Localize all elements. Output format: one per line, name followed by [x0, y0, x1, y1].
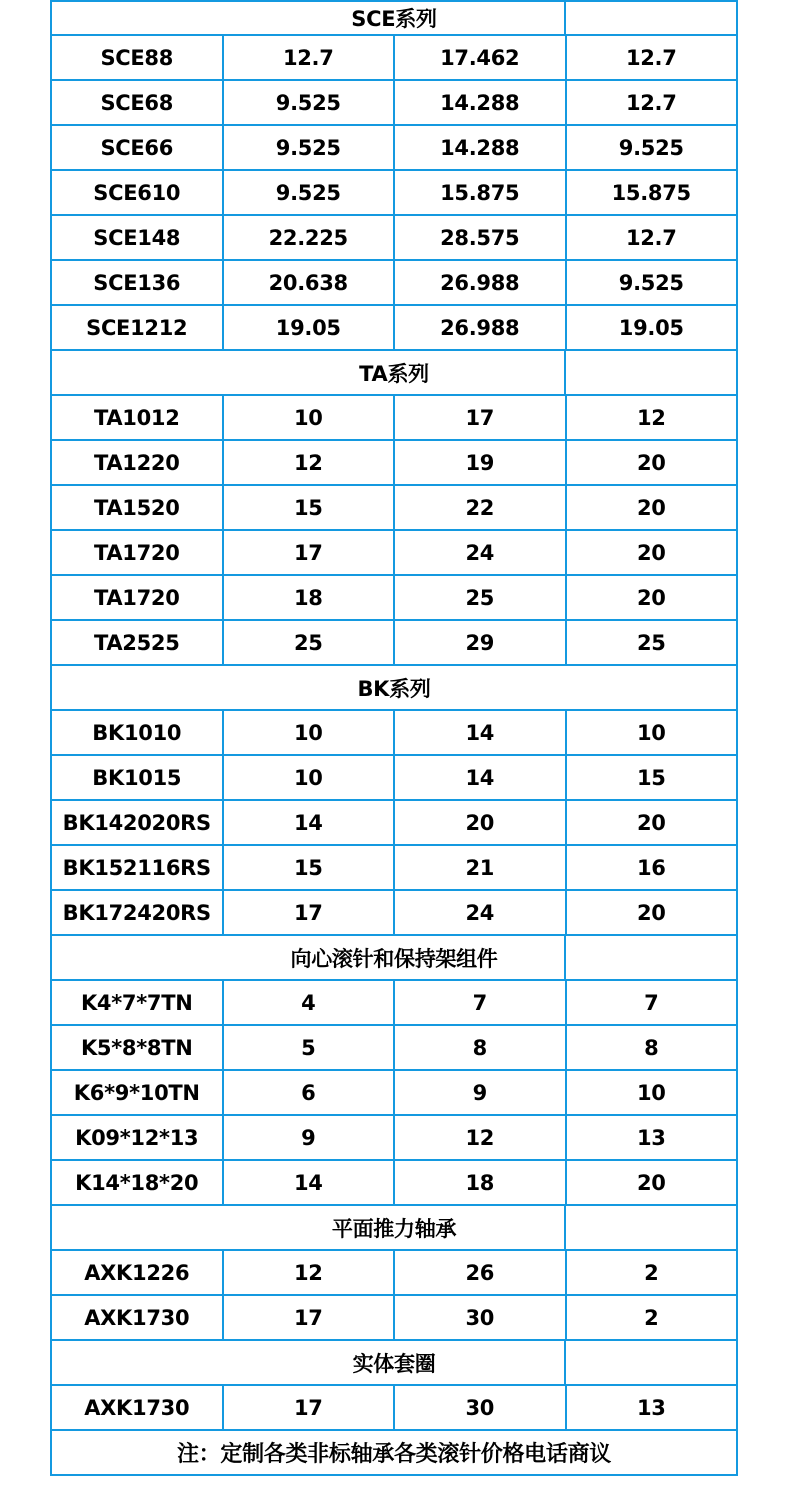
model-cell: SCE610	[51, 170, 223, 215]
value-cell: 10	[566, 1070, 738, 1115]
value-cell: 29	[394, 620, 566, 665]
value-cell: 20.638	[223, 260, 395, 305]
value-cell: 14	[394, 710, 566, 755]
value-cell: 15.875	[394, 170, 566, 215]
value-cell: 15	[566, 755, 738, 800]
value-cell: 8	[394, 1025, 566, 1070]
value-cell: 10	[223, 710, 395, 755]
value-cell: 15	[223, 845, 395, 890]
table-row	[51, 620, 737, 665]
value-cell: 20	[566, 800, 738, 845]
value-cell: 17	[223, 1385, 395, 1430]
table-row	[51, 890, 737, 935]
model-cell: BK152116RS	[51, 845, 223, 890]
section-title-cell	[51, 665, 737, 710]
value-cell: 19.05	[566, 305, 738, 350]
model-cell: K14*18*20	[51, 1160, 223, 1205]
table-row	[51, 710, 737, 755]
value-cell: 24	[394, 890, 566, 935]
value-cell: 10	[223, 755, 395, 800]
section-header-row	[51, 935, 737, 980]
value-cell: 19	[394, 440, 566, 485]
value-cell: 25	[223, 620, 395, 665]
value-cell: 12	[394, 1115, 566, 1160]
table-row	[51, 1070, 737, 1115]
model-cell: AXK1730	[51, 1295, 223, 1340]
value-cell: 5	[223, 1025, 395, 1070]
value-cell: 26.988	[394, 305, 566, 350]
column-divider-line	[564, 1205, 566, 1250]
value-cell: 12	[566, 395, 738, 440]
value-cell: 14.288	[394, 125, 566, 170]
model-cell: TA1520	[51, 485, 223, 530]
model-cell: BK1010	[51, 710, 223, 755]
value-cell: 20	[566, 485, 738, 530]
value-cell: 19.05	[223, 305, 395, 350]
model-cell: SCE68	[51, 80, 223, 125]
model-cell: BK1015	[51, 755, 223, 800]
value-cell: 17.462	[394, 35, 566, 80]
value-cell: 10	[566, 710, 738, 755]
table-row	[51, 1295, 737, 1340]
value-cell: 12.7	[223, 35, 395, 80]
section-title-cell	[51, 935, 737, 980]
model-cell: K4*7*7TN	[51, 980, 223, 1025]
model-cell: AXK1226	[51, 1250, 223, 1295]
value-cell: 20	[566, 440, 738, 485]
value-cell: 12	[223, 1250, 395, 1295]
table-row	[51, 800, 737, 845]
table-row	[51, 170, 737, 215]
table-row	[51, 485, 737, 530]
value-cell: 2	[566, 1250, 738, 1295]
model-cell: SCE88	[51, 35, 223, 80]
table-row	[51, 755, 737, 800]
value-cell: 9.525	[223, 170, 395, 215]
value-cell: 14	[223, 1160, 395, 1205]
section-title: 平面推力轴承	[331, 1216, 457, 1241]
value-cell: 9.525	[223, 125, 395, 170]
column-divider-line	[564, 1, 566, 35]
value-cell: 8	[566, 1025, 738, 1070]
model-cell: K5*8*8TN	[51, 1025, 223, 1070]
value-cell: 17	[223, 890, 395, 935]
section-header-row	[51, 1, 737, 35]
value-cell: 4	[223, 980, 395, 1025]
section-title: TA系列	[359, 361, 429, 386]
table-body	[51, 1, 737, 1475]
value-cell: 17	[394, 395, 566, 440]
table-row	[51, 80, 737, 125]
table-row	[51, 575, 737, 620]
value-cell: 12.7	[566, 215, 738, 260]
table-row	[51, 440, 737, 485]
value-cell: 14.288	[394, 80, 566, 125]
value-cell: 26	[394, 1250, 566, 1295]
table-row	[51, 845, 737, 890]
table-row	[51, 1160, 737, 1205]
value-cell: 18	[223, 575, 395, 620]
value-cell: 30	[394, 1295, 566, 1340]
table-row	[51, 530, 737, 575]
value-cell: 2	[566, 1295, 738, 1340]
value-cell: 7	[566, 980, 738, 1025]
value-cell: 17	[223, 530, 395, 575]
table-row	[51, 1385, 737, 1430]
value-cell: 12.7	[566, 80, 738, 125]
value-cell: 9.525	[566, 260, 738, 305]
section-title: BK系列	[357, 676, 431, 701]
model-cell: SCE148	[51, 215, 223, 260]
model-cell: TA1720	[51, 575, 223, 620]
table-row	[51, 1250, 737, 1295]
column-divider-line	[564, 350, 566, 395]
table-row	[51, 980, 737, 1025]
value-cell: 28.575	[394, 215, 566, 260]
value-cell: 7	[394, 980, 566, 1025]
footer-note-row	[51, 1430, 737, 1475]
table-row	[51, 35, 737, 80]
section-title-cell	[51, 350, 737, 395]
model-cell: SCE136	[51, 260, 223, 305]
bearing-spec-table	[50, 0, 738, 1476]
value-cell: 9.525	[566, 125, 738, 170]
model-cell: K09*12*13	[51, 1115, 223, 1160]
value-cell: 20	[566, 890, 738, 935]
section-title-cell	[51, 1, 737, 35]
value-cell: 20	[566, 575, 738, 620]
value-cell: 13	[566, 1385, 738, 1430]
value-cell: 9.525	[223, 80, 395, 125]
table-row	[51, 260, 737, 305]
value-cell: 22.225	[223, 215, 395, 260]
table-row	[51, 305, 737, 350]
value-cell: 17	[223, 1295, 395, 1340]
model-cell: TA1220	[51, 440, 223, 485]
table-row	[51, 125, 737, 170]
model-cell: TA1012	[51, 395, 223, 440]
value-cell: 18	[394, 1160, 566, 1205]
table-row	[51, 215, 737, 260]
value-cell: 15.875	[566, 170, 738, 215]
value-cell: 20	[394, 800, 566, 845]
model-cell: BK142020RS	[51, 800, 223, 845]
footer-note: 注：定制各类非标轴承各类滚针价格电话商议	[51, 1430, 737, 1475]
model-cell: AXK1730	[51, 1385, 223, 1430]
value-cell: 10	[223, 395, 395, 440]
model-cell: TA2525	[51, 620, 223, 665]
table-row	[51, 395, 737, 440]
value-cell: 22	[394, 485, 566, 530]
value-cell: 12.7	[566, 35, 738, 80]
value-cell: 14	[223, 800, 395, 845]
section-title-cell	[51, 1340, 737, 1385]
value-cell: 20	[566, 530, 738, 575]
model-cell: SCE66	[51, 125, 223, 170]
table-row	[51, 1115, 737, 1160]
model-cell: K6*9*10TN	[51, 1070, 223, 1115]
value-cell: 16	[566, 845, 738, 890]
column-divider-line	[564, 935, 566, 980]
value-cell: 30	[394, 1385, 566, 1430]
section-title: 向心滚针和保持架组件	[290, 946, 498, 971]
column-divider-line	[564, 1340, 566, 1385]
section-header-row	[51, 665, 737, 710]
table-row	[51, 1025, 737, 1070]
value-cell: 25	[566, 620, 738, 665]
section-title: SCE系列	[351, 7, 437, 31]
value-cell: 26.988	[394, 260, 566, 305]
model-cell: TA1720	[51, 530, 223, 575]
value-cell: 25	[394, 575, 566, 620]
value-cell: 15	[223, 485, 395, 530]
value-cell: 9	[394, 1070, 566, 1115]
section-header-row	[51, 1205, 737, 1250]
value-cell: 21	[394, 845, 566, 890]
section-title: 实体套圈	[352, 1351, 436, 1376]
model-cell: BK172420RS	[51, 890, 223, 935]
value-cell: 6	[223, 1070, 395, 1115]
value-cell: 9	[223, 1115, 395, 1160]
value-cell: 13	[566, 1115, 738, 1160]
value-cell: 24	[394, 530, 566, 575]
value-cell: 14	[394, 755, 566, 800]
section-header-row	[51, 1340, 737, 1385]
section-title-cell	[51, 1205, 737, 1250]
section-header-row	[51, 350, 737, 395]
value-cell: 12	[223, 440, 395, 485]
value-cell: 20	[566, 1160, 738, 1205]
model-cell: SCE1212	[51, 305, 223, 350]
